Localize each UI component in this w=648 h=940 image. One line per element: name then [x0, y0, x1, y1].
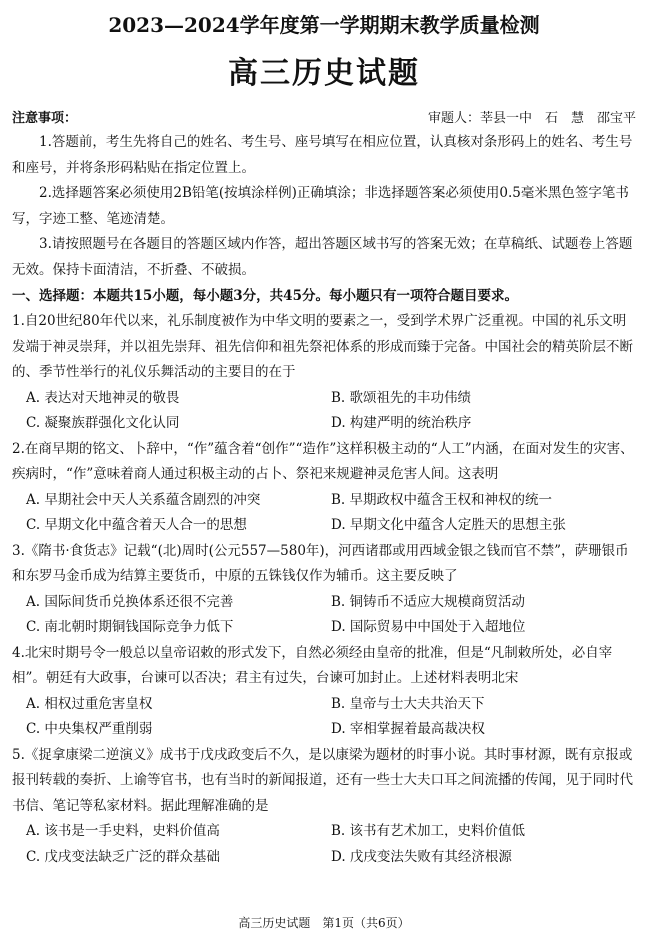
- option-a: A. 相权过重危害皇权: [26, 695, 153, 712]
- option-c: C. 戊戌变法缺乏广泛的群众基础: [26, 848, 220, 865]
- question-3: [12, 539, 636, 641]
- reviewers: 审题人：莘县一中 石 慧 邵宝平: [427, 111, 636, 126]
- page-footer: 高三历史试题 第1页（共6页）: [238, 916, 410, 930]
- option-d: D. 戊戌变法失败有其经济根源: [331, 848, 512, 865]
- question-stem: 5.《捉拿康梁二逆演义》成书于戊戌政变后不久，是以康梁为题材的时事小说。其时事材源，既有京报或报刊转载的奏折、上谕等官书，也有当时的新闻报道，还有一些士大夫口耳之间流播的传闻，见于同时代书信、笔记等私家材料。据此理解准确的是: [12, 746, 633, 814]
- option-b: B. 该书有艺术加工，史料价值低: [331, 823, 526, 839]
- question-options: [12, 488, 636, 539]
- question-stem: 1.自20世纪80年代以来，礼乐制度被作为中华文明的要素之一，受到学术界广泛重视。中国的礼乐文明发端于神灵崇拜，并以祖先崇拜、祖先信仰和祖先祭祀体系的形成而臻于完备。中国社会的精英阶层不断的、季节性举行的礼仪乐舞活动的主要目的在于: [12, 313, 633, 380]
- subject-title: 高三历史试题: [228, 56, 420, 91]
- option-b: B. 早期政权中蕴含王权和神权的统一: [331, 491, 553, 508]
- question-options: [12, 386, 636, 437]
- question-options: [12, 819, 636, 870]
- question-1: [12, 309, 636, 437]
- option-d: D. 早期文化中蕴含人定胜天的思想主张: [331, 517, 566, 533]
- option-b: B. 皇帝与士大夫共治天下: [331, 695, 485, 712]
- option-d: D. 宰相掌握着最高裁决权: [331, 721, 485, 737]
- note-item-2: 2.选择题答案必须使用2B铅笔(按填涂样例)正确填涂；非选择题答案必须使用0.5毫米黑色签字笔书写，字迹工整、笔迹清楚。: [12, 185, 629, 227]
- question-stem: 4.北宋时期号令一般总以皇帝诏敕的形式发下，自然必须经由皇帝的批准，但是“凡制敕所处，必自宰相”。朝廷有大政事，台谏可以否决；君主有过失，台谏可加封止。上述材料表明北宋: [12, 644, 613, 686]
- note-item-3: 3.请按照题号在各题目的答题区域内作答，超出答题区域书写的答案无效；在草稿纸、试题卷上答题无效。保持卡面清洁，不折叠、不破损。: [12, 236, 633, 278]
- option-a: A. 早期社会中天人关系蕴含剧烈的冲突: [26, 491, 261, 508]
- exam-title: 2023—2024学年度第一学期期末教学质量检测: [108, 13, 540, 37]
- option-a: A. 表达对天地神灵的敬畏: [26, 389, 180, 406]
- question-stem: 2.在商早期的铭文、卜辞中，“作”蕴含着“创作”“造作”这样积极主动的“人工”内涵，在面对发生的灾害、疾病时，“作”意味着商人通过积极主动的占卜、祭祀来规避神灵危害人间。这表明: [12, 440, 634, 482]
- notes-label: 注意事项：: [12, 111, 78, 126]
- option-c: C. 南北朝时期铜钱国际竞争力低下: [26, 619, 234, 635]
- question-options: [12, 590, 636, 641]
- question-5: [12, 743, 636, 871]
- option-b: B. 铜铸币不适应大规模商贸活动: [331, 593, 526, 610]
- question-options: [12, 692, 636, 743]
- note-item-1: 1.答题前，考生先将自己的姓名、考生号、座号填写在相应位置，认真核对条形码上的姓名、考生号和座号，并将条形码粘贴在指定位置上。: [12, 134, 633, 176]
- option-a: A. 国际间货币兑换体系还很不完善: [26, 593, 234, 610]
- option-c: C. 中央集权严重削弱: [26, 721, 153, 737]
- option-c: C. 凝聚族群强化文化认同: [26, 415, 180, 431]
- option-a: A. 该书是一手史料，史料价值高: [26, 823, 220, 839]
- option-c: C. 早期文化中蕴含着天人合一的思想: [26, 517, 247, 533]
- option-d: D. 构建严明的统治秩序: [331, 415, 472, 431]
- question-4: [12, 641, 636, 743]
- option-b: B. 歌颂祖先的丰功伟绩: [331, 389, 472, 406]
- question-stem: 3.《隋书·食货志》记载“(北)周时(公元557—580年)，河西诸郡或用西域金银之钱而官不禁”，萨珊银币和东罗马金币成为结算主要货币，中原的五铢钱仅作为辅币。这主要反映了: [12, 542, 629, 584]
- notes-header: [12, 108, 636, 130]
- option-d: D. 国际贸易中中国处于入超地位: [331, 619, 526, 635]
- section-title: 一、选择题：本题共15小题，每小题3分，共45分。每小题只有一项符合题目要求。: [12, 288, 518, 304]
- question-2: [12, 437, 636, 539]
